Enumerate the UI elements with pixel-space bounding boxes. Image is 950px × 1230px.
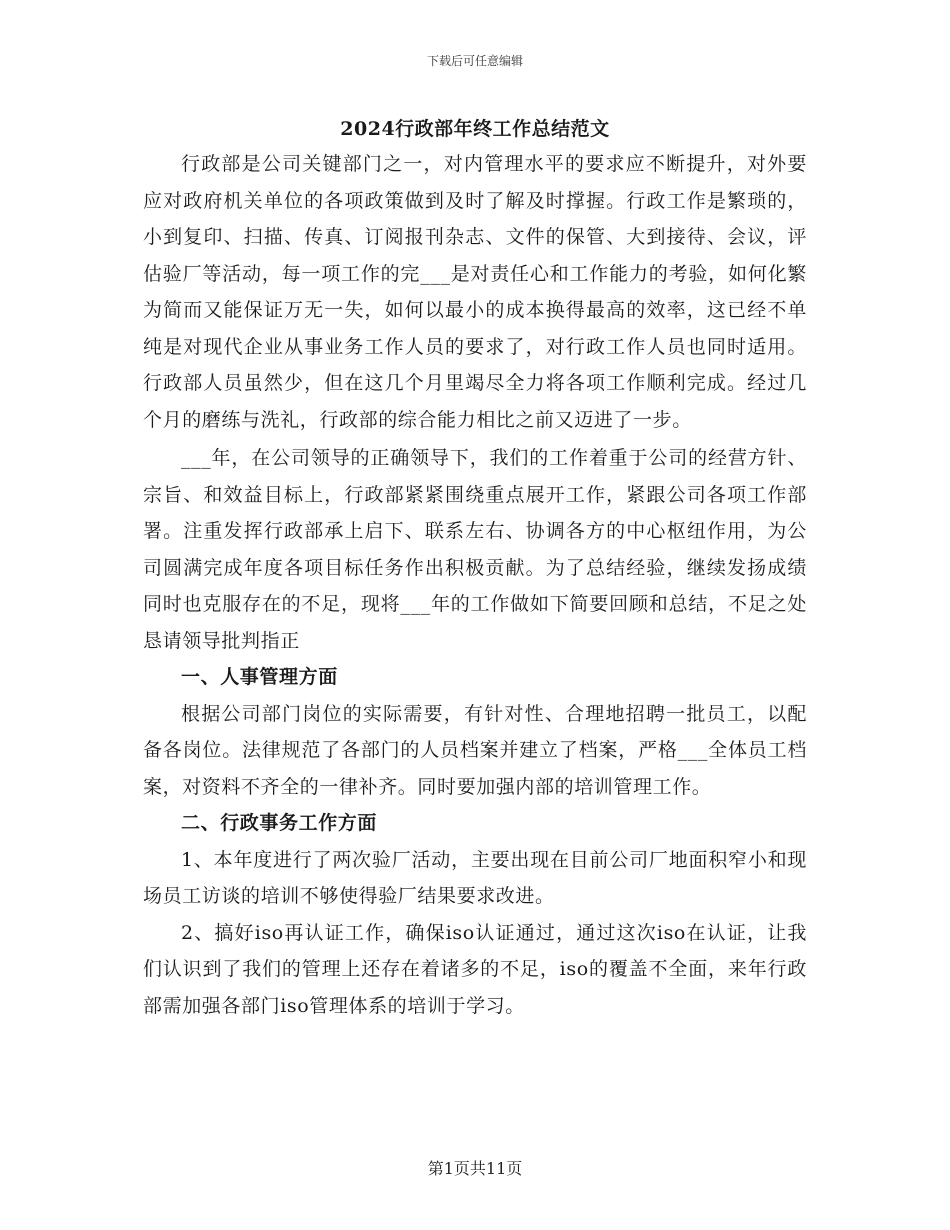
section-heading-admin-affairs: 二、行政事务工作方面 <box>181 812 378 834</box>
admin-item-1: 1、本年度进行了两次验厂活动，主要出现在目前公司厂地面积窄小和现场员工访谈的培训不够使得验厂结果要求改进。 <box>143 848 807 907</box>
section-paragraph-personnel: 根据公司部门岗位的实际需要，有针对性、合理地招聘一批员工，以配备各岗位。法律规范了各部门的人员档案并建立了档案，严格___全体员工档案，对资料不齐全的一律补齐。同时要加强内部的培训管理工作。 <box>143 702 807 798</box>
admin-item-2: 2、搞好iso再认证工作，确保iso认证通过，通过这次iso在认证，让我们认识到了我们的管理上还存在着诸多的不足，iso的覆盖不全面，来年行政部需加强各部门iso管理体系的培训于学习。 <box>143 921 807 1017</box>
intro-paragraph-2: ___年，在公司领导的正确领导下，我们的工作着重于公司的经营方针、宗旨、和效益目标上，行政部紧紧围绕重点展开工作，紧跟公司各项工作部署。注重发挥行政部承上启下、联系左右、协调各方的中心枢纽作用，为公司圆满完成年度各项目标任务作出积极贡献。为了总结经验，继续发扬成绩同时也克服存在的不足，现将___年的工作做如下简要回顾和总结，不足之处恳请领导批判指正 <box>143 447 807 652</box>
intro-paragraph-1: 行政部是公司关键部门之一，对内管理水平的要求应不断提升，对外要应对政府机关单位的各项政策做到及时了解及时撑握。行政工作是繁琐的，小到复印、扫描、传真、订阅报刊杂志、文件的保管、大到接待、会议，评估验厂等活动，每一项工作的完___是对责任心和工作能力的考验，如何化繁为简而又能保证万无一失，如何以最小的成本换得最高的效率，这已经不单纯是对现代企业从事业务工作人员的要求了，对行政工作人员也同时适用。行政部人员虽然少，但在这几个月里竭尽全力将各项工作顺利完成。经过几个月的磨练与洗礼，行政部的综合能力相比之前又迈进了一步。 <box>143 153 807 431</box>
document-title: 2024行政部年终工作总结范文 <box>340 118 610 140</box>
document-body <box>143 112 807 1024</box>
header-note: 下载后可任意编辑 <box>426 54 523 68</box>
page-number-footer: 第1页共11页 <box>427 1159 523 1178</box>
section-heading-personnel: 一、人事管理方面 <box>181 666 338 688</box>
